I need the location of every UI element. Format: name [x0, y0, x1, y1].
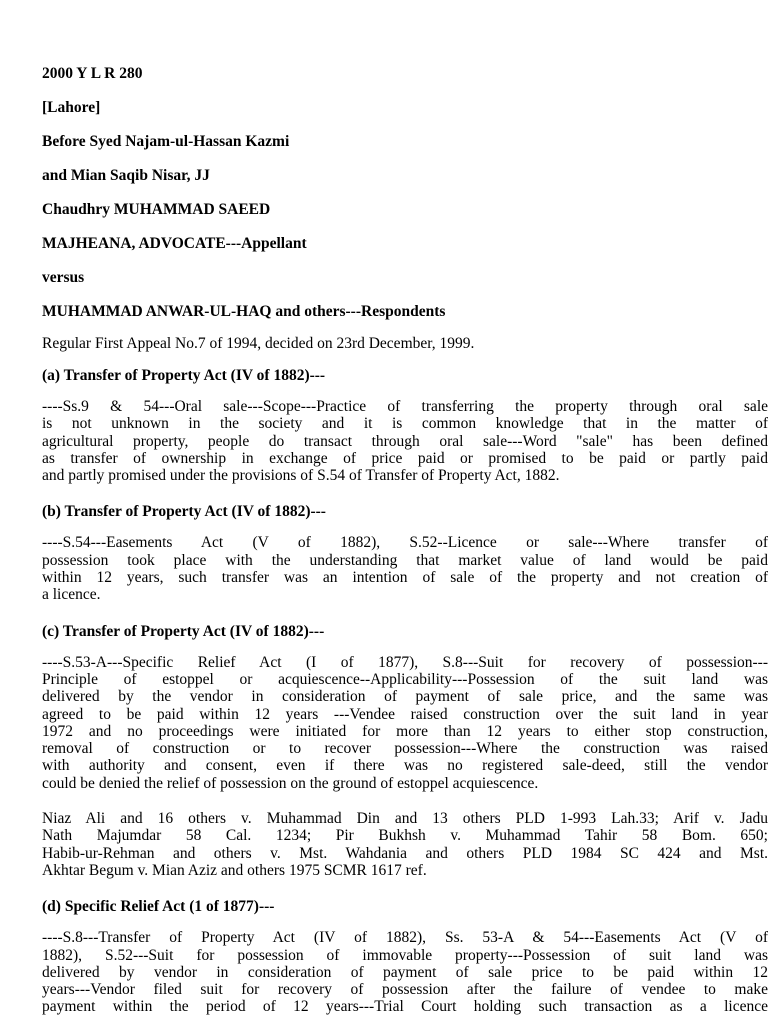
text-line: possession took place with the understanding that market value of land would be paid: [42, 551, 768, 569]
section-a-heading: (a) Transfer of Property Act (IV of 1882)---: [42, 367, 326, 384]
appeal-info: Regular First Appeal No.7 of 1994, decided on 23rd December, 1999.: [42, 335, 475, 352]
text-line: Principle of estoppel or acquiescence--Applicability---Possession of the suit land was: [42, 670, 768, 688]
reference-line: Niaz Ali and 16 others v. Muhammad Din and 13 others PLD 1-993 Lah.33; Arif v. Jadu: [42, 810, 768, 828]
text-line: ----S.53-A---Specific Relief Act (I of 1877), S.8---Suit for recovery of possession---: [42, 653, 768, 671]
bench-line-1: Before Syed Najam-ul-Hassan Kazmi: [42, 133, 290, 150]
text-line: removal of construction or to recover possession---Where the construction was raised: [42, 740, 768, 758]
text-line: within 12 years, such transfer was an intention of sale of the property and not creation of: [42, 569, 768, 587]
text-line: payment within the period of 12 years---Trial Court holding such transaction as a licence: [42, 998, 768, 1016]
section-a-text: [42, 398, 768, 484]
section-d-heading: (d) Specific Relief Act (1 of 1877)---: [42, 898, 275, 916]
section-c-heading: (c) Transfer of Property Act (IV of 1882)---: [42, 622, 325, 640]
text-line: ----Ss.9 & 54---Oral sale---Scope---Practice of transferring the property through oral sale: [42, 398, 768, 415]
text-line: delivered by the vendor in consideration of payment of sale price, and the same was: [42, 688, 768, 706]
text-line: a licence.: [42, 586, 101, 604]
text-line: 1882), S.52---Suit for possession of immovable property---Possession of suit land was: [42, 946, 768, 964]
text-line: could be denied the relief of possession on the ground of estoppel acquiescence.: [42, 774, 539, 792]
section-c-references: [42, 810, 768, 879]
text-line: and partly promised under the provisions of S.54 of Transfer of Property Act, 1882.: [42, 467, 560, 485]
bench-line-2: and Mian Saqib Nisar, JJ: [42, 167, 210, 184]
court-name: [Lahore]: [42, 99, 101, 116]
reference-line: Akhtar Begum v. Mian Aziz and others 1975 SCMR 1617 ref.: [42, 861, 427, 879]
text-line: 1972 and no proceedings were initiated for more than 12 years to either stop construction,: [42, 722, 768, 740]
appellant-line-2: MAJHEANA, ADVOCATE---Appellant: [42, 235, 307, 252]
section-b-text: [42, 534, 768, 603]
text-line: years---Vendor filed suit for recovery of possession after the failure of vendee to make: [42, 981, 768, 999]
section-c-text: [42, 654, 768, 792]
judgment-page: [42, 64, 768, 1034]
section-b-heading: (b) Transfer of Property Act (IV of 1882)---: [42, 503, 326, 521]
versus-label: versus: [42, 269, 85, 286]
text-line: agricultural property, people do transact through oral sale---Word "sale" has been defined: [42, 432, 768, 450]
text-line: is not unknown in the society and it is common knowledge that in the matter of: [42, 415, 768, 433]
text-line: ----S.54---Easements Act (V of 1882), S.52--Licence or sale---Where transfer of: [42, 534, 768, 552]
citation: 2000 Y L R 280: [42, 65, 143, 82]
text-line: agreed to be paid within 12 years ---Vendee raised construction over the suit land in year: [42, 705, 768, 723]
text-line: with authority and consent, even if there was no registered sale-deed, still the vendor: [42, 757, 768, 775]
reference-line: Habib-ur-Rehman and others v. Mst. Wahdania and others PLD 1984 SC 424 and Mst.: [42, 844, 768, 862]
appellant-line-1: Chaudhry MUHAMMAD SAEED: [42, 201, 271, 218]
text-line: as transfer of ownership in exchange of price paid or promised to be paid or partly paid: [42, 449, 768, 467]
section-d-text: [42, 929, 768, 1015]
reference-line: Nath Majumdar 58 Cal. 1234; Pir Bukhsh v. Muhammad Tahir 58 Bom. 650;: [42, 827, 768, 845]
respondents: MUHAMMAD ANWAR-UL-HAQ and others---Respondents: [42, 303, 446, 320]
text-line: delivered by vendor in consideration of payment of sale price to be paid within 12: [42, 963, 768, 981]
text-line: ----S.8---Transfer of Property Act (IV of 1882), Ss. 53-A & 54---Easements Act (V of: [42, 929, 768, 947]
